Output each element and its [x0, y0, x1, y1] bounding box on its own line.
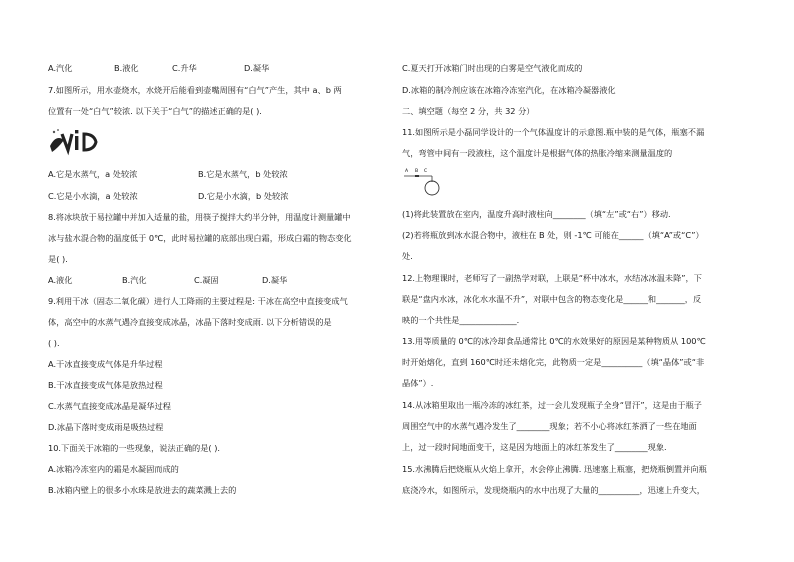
q10-option-b: B.冰箱内壁上的很多小水珠是放进去的蔬菜溅上去的 — [48, 485, 237, 495]
kettle-figure — [48, 126, 110, 158]
label-c: C — [424, 169, 428, 174]
q9-option-c: C.水蒸气直接变成冰晶是凝华过程 — [48, 401, 171, 411]
q10-option-d: D.冰箱的制冷剂应该在冰箱冷冻室汽化，在冰箱冷凝器液化 — [402, 85, 616, 95]
q8-line-1: 8.将冰块放于易拉罐中并加入适量的盐，用筷子搅拌大约半分钟，用温度计测量罐中 — [48, 212, 351, 222]
q12-line-3: 映的一个共性是______________. — [402, 315, 520, 325]
q11-line-1: 11.如图所示是小磊同学设计的一个气体温度计的示意图.瓶中装的是气体，瓶塞不漏 — [402, 127, 705, 137]
q9-line-3: ( ). — [48, 338, 60, 348]
liquid-column — [415, 175, 419, 177]
q14-line-1: 14.从冰箱里取出一瓶冷冻的冰红茶，过一会儿发现瓶子全身“冒汗”，这是由于瓶子 — [402, 400, 702, 410]
q14-line-3: 上，过一段时间地面变干，这是因为地面上的冰红茶发生了________现象. — [402, 442, 667, 452]
gas-thermometer-figure — [402, 166, 448, 198]
q10-option-c: C.夏天打开冰箱门时出现的白雾是空气液化而成的 — [402, 63, 583, 73]
q14-line-2: 周围空气中的水蒸气遇冷发生了________现象；若不小心将冰红茶洒了一些在地面 — [402, 421, 697, 431]
q9-line-1: 9.利用干冰（固态二氧化碳）进行人工降雨的主要过程是: 干冰在高空中直接变成气 — [48, 296, 348, 306]
q9-option-d: D.冰晶下落时变成雨是吸热过程 — [48, 422, 164, 432]
section-title: 二、填空题（每空 2 分，共 32 分） — [402, 106, 535, 116]
q8-option-a: A.液化 — [48, 275, 73, 285]
label-a: A — [405, 169, 409, 174]
q11-line-3: (1)将此装置放在室内，温度升高时液柱向________（填“左”或“右”）移动. — [402, 209, 671, 219]
q8-option-b: B.汽化 — [122, 275, 147, 285]
q12-line-1: 12.上物理课时，老师写了一副热学对联，上联是“杯中冰水，水结冰冰温未降”，下 — [402, 273, 702, 283]
label-b: B — [415, 169, 419, 174]
q7-option-b: B.它是水蒸气，b 处较浓 — [198, 169, 288, 179]
q6-option-b: B.液化 — [114, 63, 139, 73]
q6-option-a: A.汽化 — [48, 63, 73, 73]
q12-line-2: 联是“盘内水冰，冰化水水温不升”，对联中包含的物态变化是______和_______，反 — [402, 294, 702, 304]
q6-option-d: D.凝华 — [244, 63, 270, 73]
q8-option-d: D.凝华 — [262, 275, 288, 285]
q13-line-1: 13.用等质量的 0℃的冰冷却食品通常比 0℃的水效果好的原因是某种物质从 100℃ — [402, 336, 706, 346]
q7-line-2: 位置有一处“白气”较浓. 以下关于“白气”的描述正确的是( ). — [48, 106, 262, 116]
q15-line-2: 底浇冷水，如图所示，发现烧瓶内的水中出现了大量的__________，迅速上升变大， — [402, 485, 705, 495]
q6-option-c: C.升华 — [172, 63, 197, 73]
q7-option-d: D.它是小水滴，b 处较浓 — [198, 191, 289, 201]
q10-option-a: A.冰箱冷冻室内的霜是水凝固而成的 — [48, 464, 179, 474]
q7-line-1: 7.如图所示，用水壶烧水，水烧开后能看到壶嘴周围有“白气”产生，其中 a、b 两 — [48, 85, 342, 95]
q7-option-c: C.它是小水滴，a 处较浓 — [48, 191, 138, 201]
flask-bulb — [425, 181, 439, 195]
q9-line-2: 体，高空中的水蒸气遇冷直接变成冰晶，冰晶下落时变成雨. 以下分析错误的是 — [48, 317, 332, 327]
q15-line-1: 15.水沸腾后把烧瓶从火焰上拿开，水会停止沸腾. 迅速塞上瓶塞，把烧瓶倒置并向瓶 — [402, 464, 707, 474]
q10-line-1: 10.下面关于冰箱的一些现象，说法正确的是( ). — [48, 443, 220, 453]
q8-line-2: 冰与盐水混合物的温度低于 0℃，此时易拉罐的底部出现白霜，形成白霜的物态变化 — [48, 233, 352, 243]
q9-option-a: A.干冰直接变成气体是升华过程 — [48, 359, 163, 369]
q11-line-5: 处. — [402, 251, 413, 261]
q11-line-4: (2)若将瓶放到冰水混合物中，液柱在 B 处，则 -1℃ 可能在______（填“A”或“C”） — [402, 230, 704, 240]
q9-option-b: B.干冰直接变成气体是放热过程 — [48, 380, 163, 390]
q8-line-3: 是( ). — [48, 254, 68, 264]
q7-option-a: A.它是水蒸气，a 处较浓 — [48, 169, 138, 179]
q11-line-2: 气，弯管中间有一段液柱，这个温度计是根据气体的热胀冷缩来测量温度的 — [402, 148, 673, 158]
q8-option-c: C.凝固 — [194, 275, 219, 285]
q13-line-3: 晶体”）. — [402, 378, 434, 388]
q13-line-2: 时开始熔化，直到 160℃时还未熔化完，此物质一定是__________（填“晶体”或“非 — [402, 357, 705, 367]
